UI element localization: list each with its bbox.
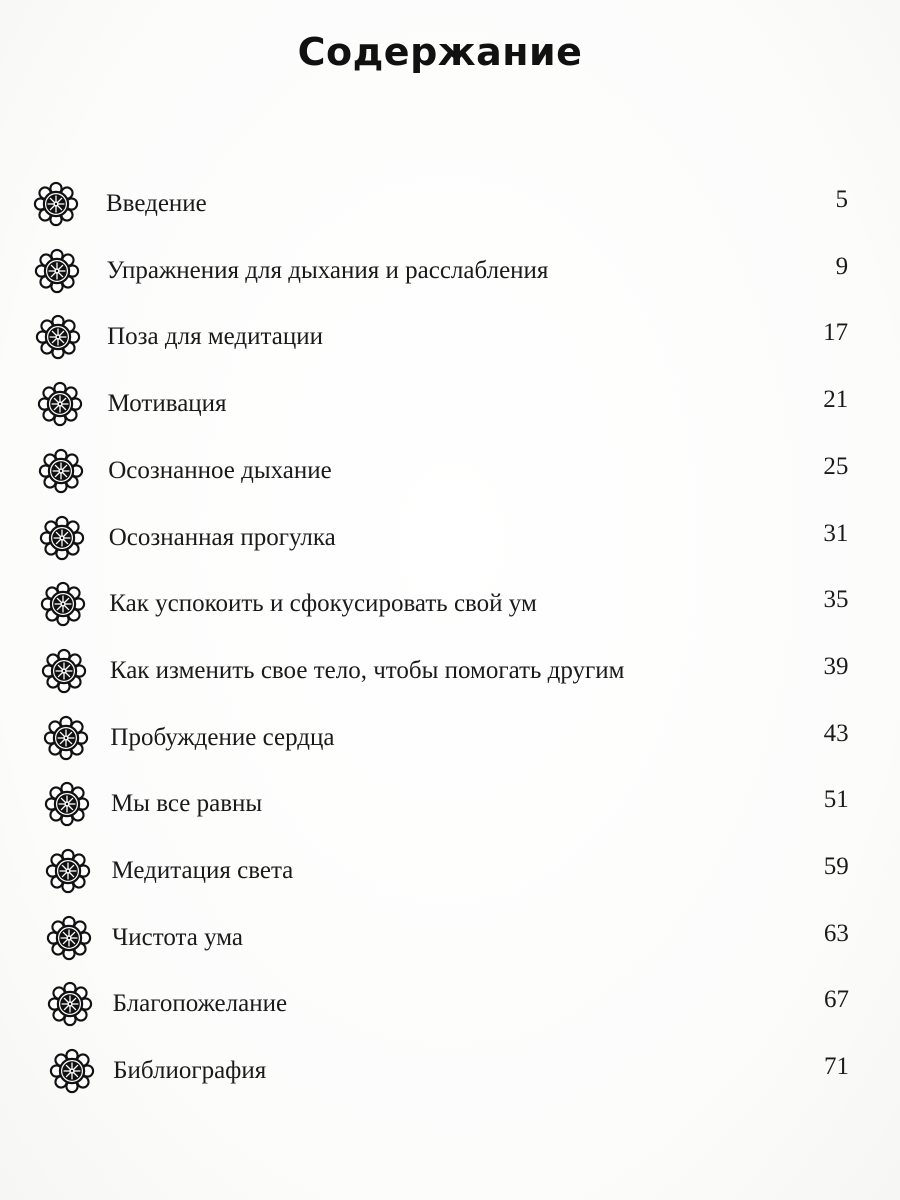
toc-entry[interactable] xyxy=(0,1047,900,1111)
flower-wheel-icon xyxy=(34,313,82,361)
toc-entry[interactable] xyxy=(0,647,900,711)
toc-entry-page: 51 xyxy=(823,786,849,814)
toc-entry-page: 31 xyxy=(823,519,849,547)
toc-entry-title: Как изменить свое тело, чтобы помогать другим xyxy=(109,656,625,684)
flower-wheel-icon xyxy=(44,847,92,895)
toc-entry-title: Введение xyxy=(106,190,207,217)
toc-entry-title: Чистота ума xyxy=(112,923,244,951)
toc-entry[interactable] xyxy=(0,514,900,578)
toc-entry[interactable] xyxy=(0,447,900,511)
toc-entry-title: Осознанное дыхание xyxy=(108,456,332,484)
toc-entry-title: Благопожелание xyxy=(112,990,288,1018)
flower-wheel-icon xyxy=(38,514,86,562)
toc-entry-title: Как успокоить и сфокусировать свой ум xyxy=(109,590,537,618)
toc-entry-page: 17 xyxy=(823,319,849,347)
toc-entry-page: 39 xyxy=(823,652,849,680)
flower-wheel-icon xyxy=(40,647,88,695)
flower-wheel-icon xyxy=(46,980,94,1028)
flower-wheel-icon xyxy=(32,180,80,228)
toc-entry-page: 25 xyxy=(823,452,849,480)
page-title: Содержание xyxy=(297,30,583,74)
toc-entry[interactable] xyxy=(0,914,900,978)
flower-wheel-icon xyxy=(43,780,91,828)
flower-wheel-icon xyxy=(39,580,87,628)
toc-entry-page: 9 xyxy=(835,252,849,280)
toc-entry[interactable] xyxy=(0,847,900,911)
toc-entry-title: Мы все равны xyxy=(110,790,263,818)
toc-entry-title: Медитация света xyxy=(111,857,294,884)
toc-entry-page: 43 xyxy=(823,719,849,747)
toc-entry-page: 67 xyxy=(823,986,849,1014)
toc-entry[interactable] xyxy=(0,247,900,311)
toc-entry-title: Упражнения для дыхания и расслабления xyxy=(106,256,549,284)
flower-wheel-icon xyxy=(37,447,85,495)
flower-wheel-icon xyxy=(45,914,93,962)
toc-entry-title: Мотивация xyxy=(107,390,227,418)
flower-wheel-icon xyxy=(48,1047,96,1095)
toc-entry-title: Пробуждение сердца xyxy=(110,723,335,751)
toc-entry[interactable] xyxy=(0,180,900,244)
toc-entry-page: 59 xyxy=(823,853,849,880)
toc-entry-page: 35 xyxy=(823,586,849,614)
toc-entry-title: Библиография xyxy=(113,1057,267,1085)
toc-entry-page: 5 xyxy=(835,186,848,213)
flower-wheel-icon xyxy=(33,247,81,295)
toc-entry[interactable] xyxy=(0,780,900,844)
toc-entry[interactable] xyxy=(0,380,900,444)
toc-entry[interactable] xyxy=(0,714,900,778)
toc-entry-title: Поза для медитации xyxy=(107,323,323,351)
toc-entry[interactable] xyxy=(0,980,900,1044)
toc-entry-page: 63 xyxy=(823,919,849,947)
toc-entry[interactable] xyxy=(0,580,900,644)
flower-wheel-icon xyxy=(36,380,84,428)
toc-entry[interactable] xyxy=(0,313,900,377)
toc-entry-page: 71 xyxy=(824,1053,850,1081)
flower-wheel-icon xyxy=(42,714,90,762)
toc-entry-title: Осознанная прогулка xyxy=(108,523,336,551)
toc-entry-page: 21 xyxy=(823,386,849,414)
